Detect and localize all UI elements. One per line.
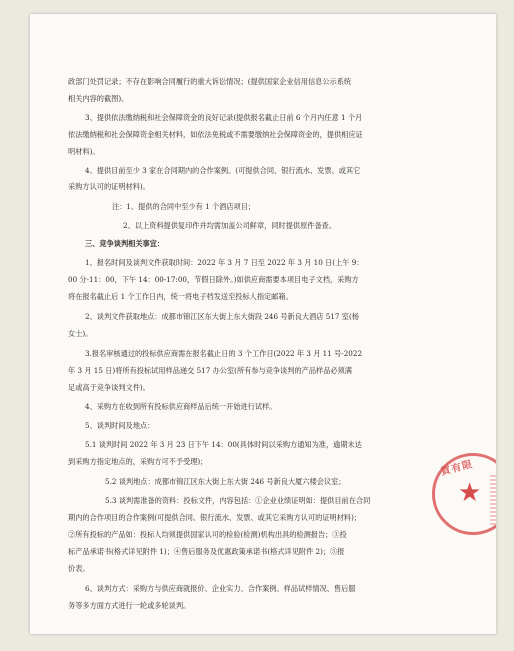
- text-line: ②所有投标的产品如：投标人均须提供国家认可的检验(检测)机构出具的检测报告；③投: [68, 530, 347, 539]
- text-line: 2、谈判文件获取地点：成都市锦江区东大街上东大街段 246 号新良大酒店 517 室(杨: [85, 312, 359, 321]
- seal-text: 貢有限: [439, 459, 475, 478]
- text-line: 相关内容的截图)。: [68, 94, 129, 103]
- document-page: [30, 14, 496, 634]
- seal-perforation: [490, 475, 496, 525]
- text-line: 5、谈判时间及地点：: [85, 421, 155, 430]
- text-line: 00 分-11：00，下午 14：00-17:00，节假日除外。)如供应商需要本项目电子文档，采购方: [68, 275, 359, 284]
- text-line: 1、报名时间及谈判文件获取时间：2022 年 3 月 7 日至 2022 年 3 月 10 日(上午 9：: [85, 258, 364, 267]
- text-line: 5.2 谈判地点：成都市锦江区东大街上东大街 246 号新良大厦六楼会议室；: [105, 477, 346, 486]
- text-line: 务等多方面方式进行一轮或多轮谈判。: [68, 601, 191, 610]
- text-line: 到采购方指定地点的，采购方可不予受理)；: [68, 457, 208, 466]
- underlined-text-line: 年 3 月 15 日)将所有投标试用样品递交 517 办公室(所有参与竞争谈判的产品样品必须满: [68, 366, 352, 375]
- text-line: 标产品承诺书(格式详见附件 1)；④售后服务及优惠政策承诺书(格式详见附件 2)；⑤报: [68, 547, 345, 556]
- text-line: 女士)。: [68, 329, 93, 338]
- section-heading: 三、竞争谈判相关事宜：: [85, 239, 165, 248]
- company-seal: [432, 453, 496, 541]
- text-line: 政部门处罚记录；不存在影响合同履行的重大诉讼情况；(提供国家企业信用信息公示系统: [68, 77, 352, 86]
- text-line: 6、谈判方式：采购方与供应商就报价、企业实力、合作案例、样品试样情况、售后服: [85, 584, 356, 593]
- text-line: 价表。: [68, 564, 90, 573]
- text-line: 5.1 谈判时间 2022 年 3 月 23 日下午 14：00(具体时间以采购方通知为准，逾期未达: [85, 440, 362, 449]
- text-line: 明材料)。: [68, 147, 100, 156]
- text-line: 5.3 谈判需准备的资料：投标文件，内容包括：①企业业绩证明如：提供目前在合同: [105, 496, 371, 505]
- text-line: 4、提供目前至少 3 家在合同期内的合作案例。(可提供合同、银行流水、发票、或其它: [85, 166, 361, 175]
- text-line: 依法缴纳税和社会保障资金相关材料，如依法免税或不需要缴纳社会保障资金的，提供相应证: [68, 130, 363, 139]
- text-line: 采购方认可的证明材料)。: [68, 182, 150, 191]
- text-line: 将在报名截止后 1 个工作日内，统一将电子档发送至投标人指定邮箱。: [68, 292, 293, 301]
- star-icon: ★: [458, 478, 482, 508]
- text-line: 注：1、提供的合同中至少有 1 个酒店项目；: [112, 202, 256, 211]
- text-line: 期内的合作项目的合作案例(可提供合同、银行流水、发票、或其它采购方认可的证明材料)；: [68, 513, 362, 522]
- underlined-text-line: 足或高于竞争谈判文件)。: [68, 383, 150, 392]
- text-line: 2、以上资料提供复印件并均需加盖公司鲜章，同时提供原件备查。: [123, 221, 337, 230]
- text-line: 3、提供依法缴纳税和社会保障资金的良好记录(提供报名截止日前 6 个月内任意 1 个月: [85, 113, 363, 122]
- text-line: 4、采购方在收到所有投标供应商样品后统一开始进行试样。: [85, 402, 277, 411]
- underlined-text-line: 3.报名审核通过的投标供应商需在报名截止日的 3 个工作日(2022 年 3 月 11 号-2022: [85, 349, 363, 358]
